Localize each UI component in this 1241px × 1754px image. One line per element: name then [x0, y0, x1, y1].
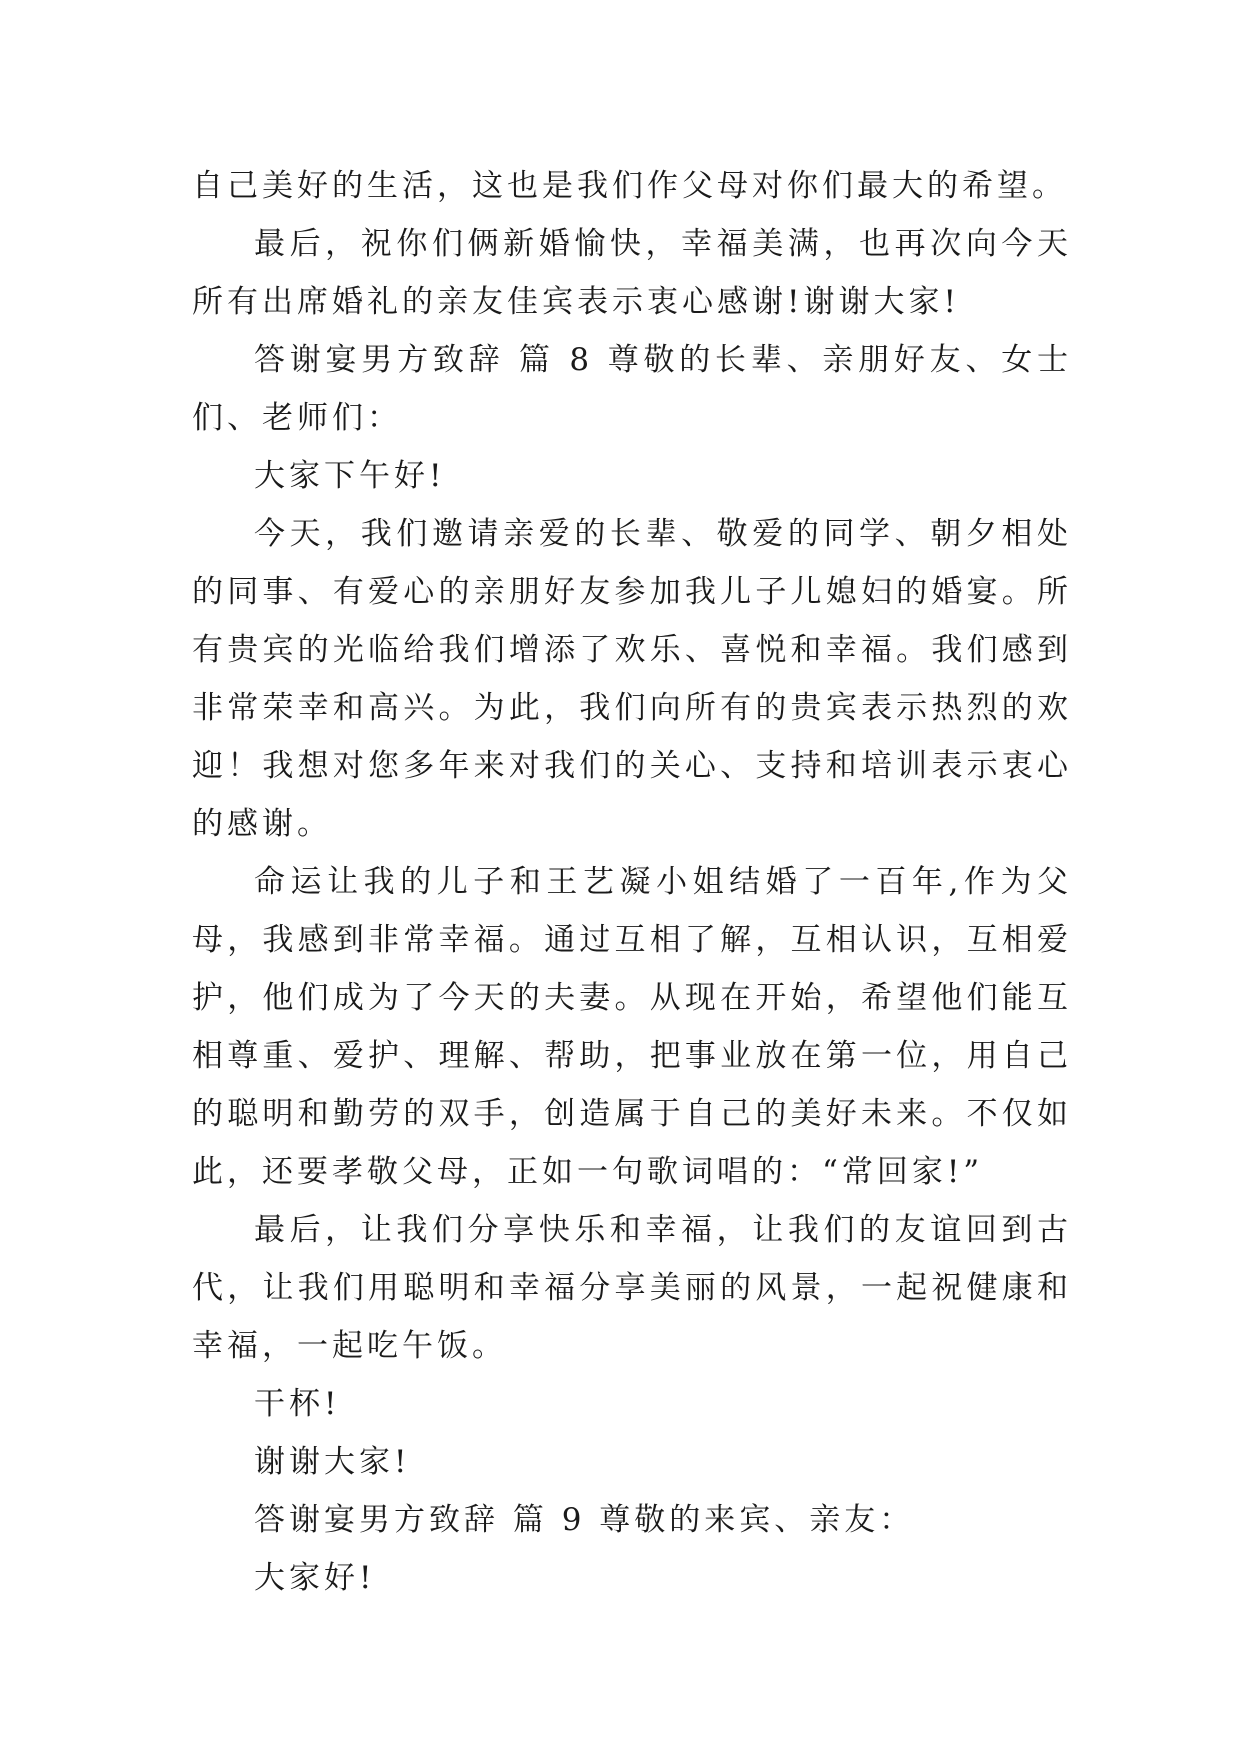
thanks-paragraph: 谢谢大家! [254, 1444, 411, 1480]
paragraph: 最后，让我们分享快乐和幸福，让我们的友谊回到古代，让我们用聪明和幸福分享美丽的风景，一起祝健康和幸福，一起吃午饭。 [192, 1212, 1072, 1364]
paragraph: 今天，我们邀请亲爱的长辈、敬爱的同学、朝夕相处的同事、有爱心的亲朋好友参加我儿子儿媳妇的婚宴。所有贵宾的光临给我们增添了欢乐、喜悦和幸福。我们感到非常荣幸和高兴。为此，我们向所有的贵宾表示热烈的欢迎！我想对您多年来对我们的关心、支持和培训表示衷心的感谢。 [192, 516, 1072, 842]
document-body [192, 157, 1072, 1607]
toast-paragraph: 干杯! [254, 1386, 341, 1422]
paragraph: 自己美好的生活，这也是我们作父母对你们最大的希望。 [192, 168, 1067, 204]
paragraph: 命运让我的儿子和王艺凝小姐结婚了一百年,作为父母，我感到非常幸福。通过互相了解，互相认识，互相爱护，他们成为了今天的夫妻。从现在开始，希望他们能互相尊重、爱护、理解、帮助，把事业放在第一位，用自己的聪明和勤劳的双手，创造属于自己的美好未来。不仅如此，还要孝敬父母，正如一句歌词唱的：“常回家!” [192, 864, 1072, 1190]
greeting-paragraph: 大家下午好! [254, 458, 446, 494]
section-heading-paragraph: 答谢宴男方致辞 篇 8 尊敬的长辈、亲朋好友、女士们、老师们： [192, 342, 1072, 436]
greeting-paragraph: 大家好! [254, 1560, 376, 1596]
paragraph: 最后，祝你们俩新婚愉快，幸福美满，也再次向今天所有出席婚礼的亲友佳宾表示衷心感谢!谢谢大家! [192, 226, 1072, 320]
section-heading-paragraph: 答谢宴男方致辞 篇 9 尊敬的来宾、亲友： [254, 1502, 915, 1538]
